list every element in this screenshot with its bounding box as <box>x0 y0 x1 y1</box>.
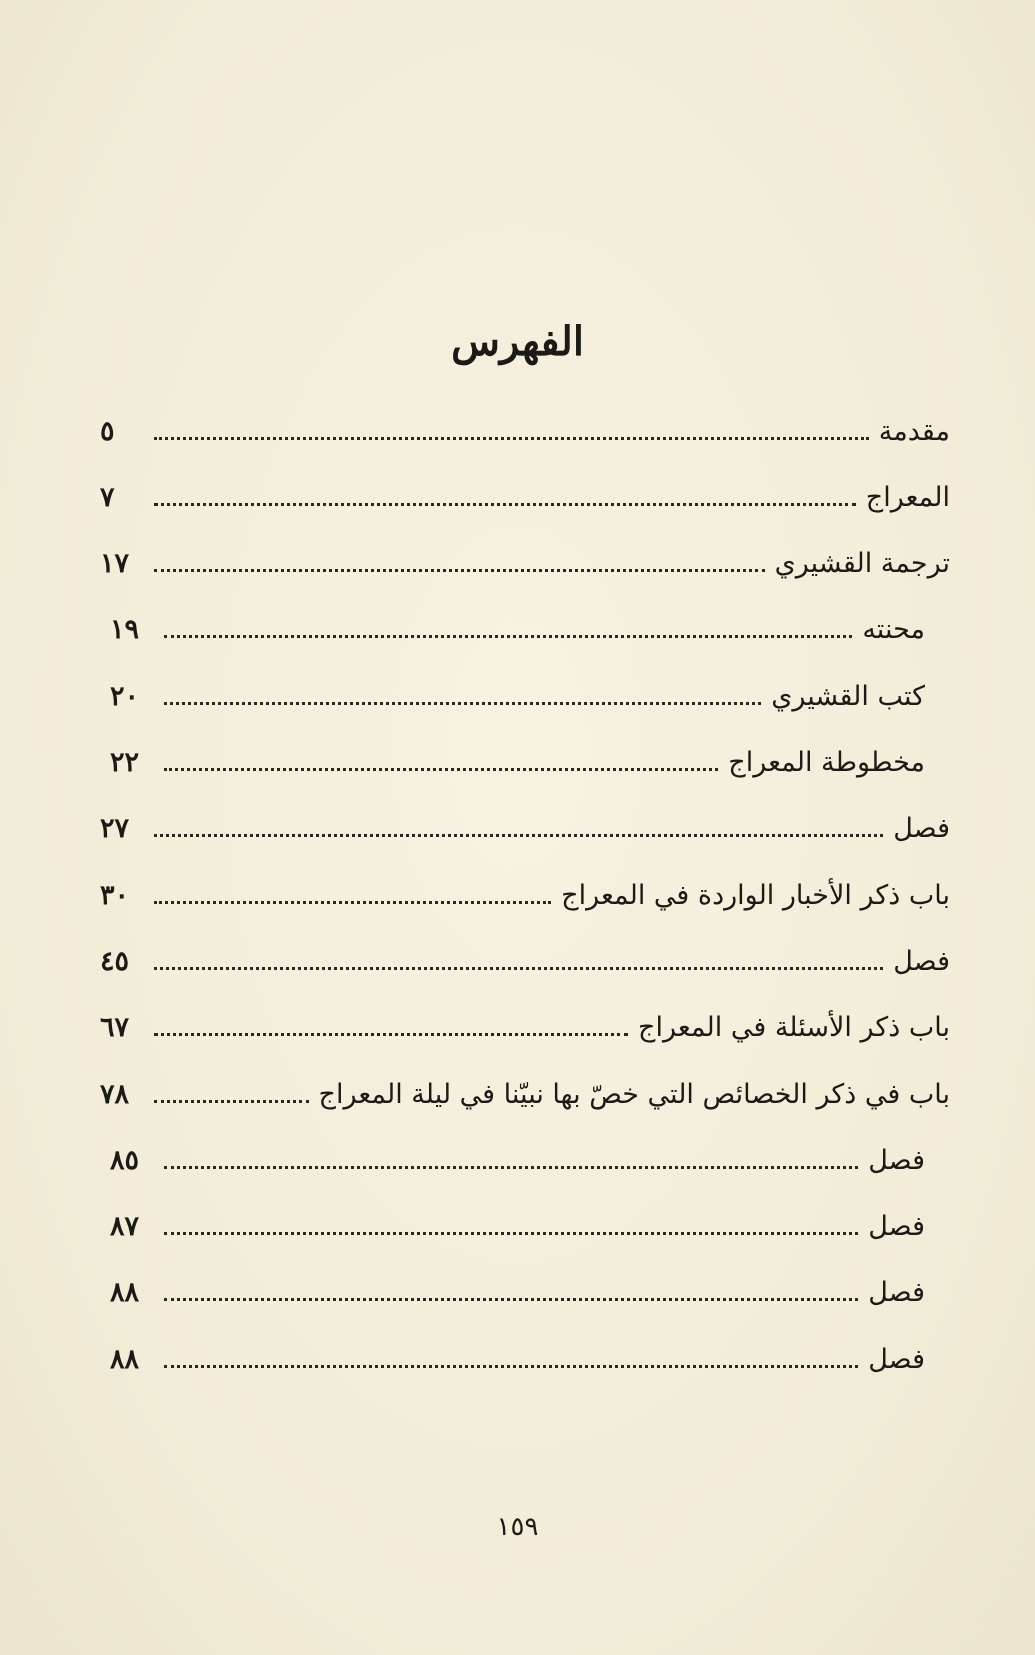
toc-entry-page: ٦٧ <box>100 1012 130 1044</box>
toc-entry-page: ٧٨ <box>100 1078 130 1110</box>
toc-entry <box>100 409 950 453</box>
dot-leader <box>164 1232 858 1235</box>
toc-entry <box>100 1006 950 1050</box>
toc-entry-label: فصل <box>868 1343 925 1375</box>
dot-leader <box>154 503 856 506</box>
toc-entry-page: ١٧ <box>100 548 130 580</box>
toc-entry-page: ٨٨ <box>110 1277 140 1309</box>
toc-entry-page: ١٩ <box>110 614 140 646</box>
toc-entry <box>100 475 950 519</box>
dot-leader <box>154 901 551 904</box>
dot-leader <box>154 437 869 440</box>
toc-entry-label: المعراج <box>865 481 950 513</box>
toc-entry <box>100 542 950 586</box>
dot-leader <box>164 702 761 705</box>
toc-entry <box>100 873 950 917</box>
toc-entry <box>110 674 925 718</box>
toc-entry-label: فصل <box>868 1211 925 1243</box>
toc-entry-page: ٨٨ <box>110 1343 140 1375</box>
toc-entry-page: ٤٥ <box>100 945 130 977</box>
toc-entry <box>100 1072 950 1116</box>
page-number: ١٥٩ <box>496 1512 539 1542</box>
toc-entry-label: باب في ذكر الخصائص التي خصّ بها نبيّنا في ليلة المعراج <box>318 1078 950 1110</box>
toc-entry-label: فصل <box>868 1144 925 1176</box>
dot-leader <box>164 1166 858 1169</box>
toc-entry-label: مقدمة <box>878 415 950 447</box>
dot-leader <box>154 967 883 970</box>
toc-entry-page: ٢٠ <box>110 680 140 712</box>
toc-entry-label: فصل <box>893 813 950 845</box>
dot-leader <box>164 1298 858 1301</box>
toc-entry <box>100 939 950 983</box>
toc-entry-page: ٧ <box>100 481 115 513</box>
dot-leader <box>164 768 718 771</box>
toc-entry <box>110 1337 925 1381</box>
toc-entry <box>110 741 925 785</box>
toc-entry-label: فصل <box>893 945 950 977</box>
toc-entry-page: ٢٢ <box>110 747 140 778</box>
toc-entry-label: باب ذكر الأخبار الواردة في المعراج <box>561 879 950 911</box>
toc-entry-page: ٢٧ <box>100 813 130 845</box>
toc-entry <box>110 1271 925 1315</box>
dot-leader <box>154 834 883 837</box>
toc-entry <box>110 1138 925 1182</box>
toc-entry-page: ٨٧ <box>110 1211 140 1243</box>
toc-entry-page: ٣٠ <box>100 879 130 911</box>
toc-entry <box>110 608 925 652</box>
toc-entry <box>100 807 950 851</box>
toc-entry-page: ٥ <box>100 415 115 447</box>
dot-leader <box>154 1100 309 1103</box>
toc-entry-page: ٨٥ <box>110 1144 140 1176</box>
dot-leader <box>154 1033 628 1036</box>
dot-leader <box>164 635 852 638</box>
toc-entry-label: مخطوطة المعراج <box>728 747 925 778</box>
toc-entry-label: محنته <box>862 614 925 646</box>
toc-entry-label: ترجمة القشيري <box>774 548 950 580</box>
page-title: الفهرس <box>451 318 584 365</box>
toc-entry-label: فصل <box>868 1277 925 1309</box>
dot-leader <box>164 1365 858 1368</box>
toc-entry-label: باب ذكر الأسئلة في المعراج <box>638 1012 950 1044</box>
dot-leader <box>154 569 765 572</box>
toc-entry <box>110 1205 925 1249</box>
toc-entry-label: كتب القشيري <box>771 680 925 712</box>
